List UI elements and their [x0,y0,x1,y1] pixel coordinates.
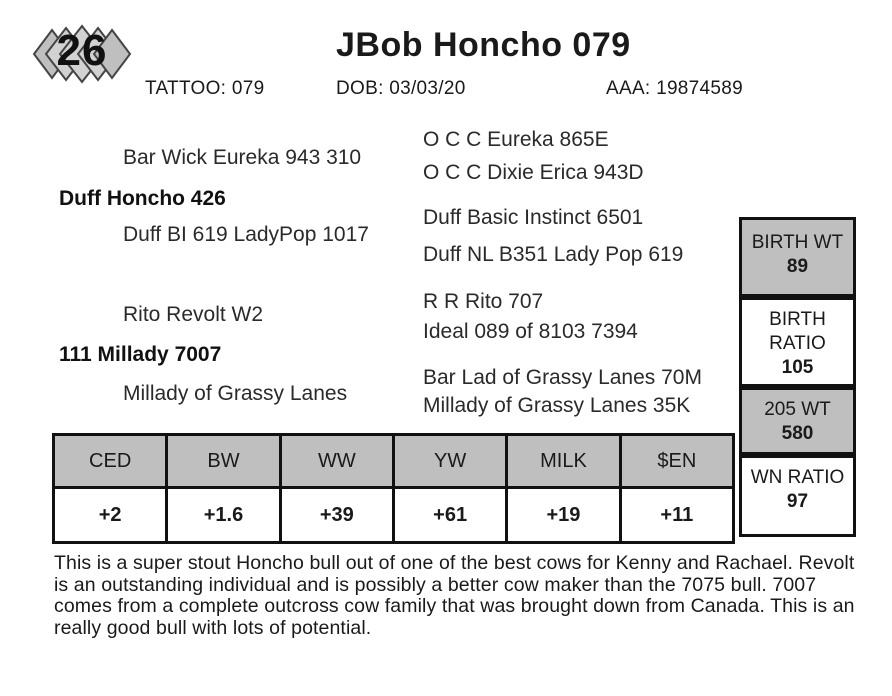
lot-number-badge [30,22,134,86]
epd-header-ww: WW [280,435,393,488]
sire-dam: Duff BI 619 LadyPop 1017 [123,223,369,246]
dam-dam-sire: Bar Lad of Grassy Lanes 70M [423,366,702,389]
dam-dam-dam: Millady of Grassy Lanes 35K [423,394,691,417]
epd-header-en: $EN [620,435,733,488]
dam-sire-dam: Ideal 089 of 8103 7394 [423,320,638,343]
sire-dam-dam: Duff NL B351 Lady Pop 619 [423,243,684,266]
birth-ratio-box [739,297,856,387]
sire-sire: Bar Wick Eureka 943 310 [123,146,362,169]
lot-number: 26 [56,26,108,75]
weaning-ratio-value: 97 [786,491,809,512]
epd-value-ced: +2 [54,488,167,543]
sire-sire-dam: O C C Dixie Erica 943D [423,161,644,184]
epd-header-yw: YW [393,435,506,488]
weight-205-box [739,387,856,455]
description-paragraph: This is a super stout Honcho bull out of one of the best cows for Kenny and Rachael. Revolt is an outstanding individual and is possibly a better cow maker than the 7075 bull. 7007 comes from a complete outcross cow family that was brought down from Canada. This is an really good bull with lots of potential. [54,552,855,639]
dam-sire: Rito Revolt W2 [123,303,264,326]
dam-dam: Millady of Grassy Lanes [123,382,348,405]
epd-value-yw: +61 [393,488,506,543]
registration-number: AAA: 19874589 [606,78,744,99]
epd-header-milk: MILK [507,435,620,488]
dam-sire-sire: R R Rito 707 [423,290,544,313]
epd-value-en: +11 [620,488,733,543]
weaning-ratio-label: WN RATIO [750,467,845,488]
tattoo: TATTOO: 079 [145,78,265,99]
weight-205-value: 580 [781,423,814,444]
sire-dam-sire: Duff Basic Instinct 6501 [423,206,644,229]
birth-weight-label: BIRTH WT [751,232,844,253]
weight-205-label: 205 WT [764,399,831,420]
epd-value-row [54,488,734,543]
birth-weight-box [739,217,856,297]
birth-ratio-label-line2: RATIO [769,333,826,354]
birth-ratio-value: 105 [781,357,814,378]
epd-value-ww: +39 [280,488,393,543]
date-of-birth: DOB: 03/03/20 [336,78,466,99]
sire-sire-sire: O C C Eureka 865E [423,128,609,151]
sire: Duff Honcho 426 [59,187,226,210]
epd-header-row [54,435,734,488]
weaning-ratio-box [739,455,856,537]
epd-header-ced: CED [54,435,167,488]
epd-header-bw: BW [167,435,280,488]
animal-name: JBob Honcho 079 [336,26,631,64]
birth-weight-value: 89 [786,256,809,277]
epd-value-milk: +19 [507,488,620,543]
dam: 111 Millady 7007 [59,343,222,366]
epd-table [52,433,735,544]
epd-value-bw: +1.6 [167,488,280,543]
birth-ratio-label-line1: BIRTH [769,309,826,330]
